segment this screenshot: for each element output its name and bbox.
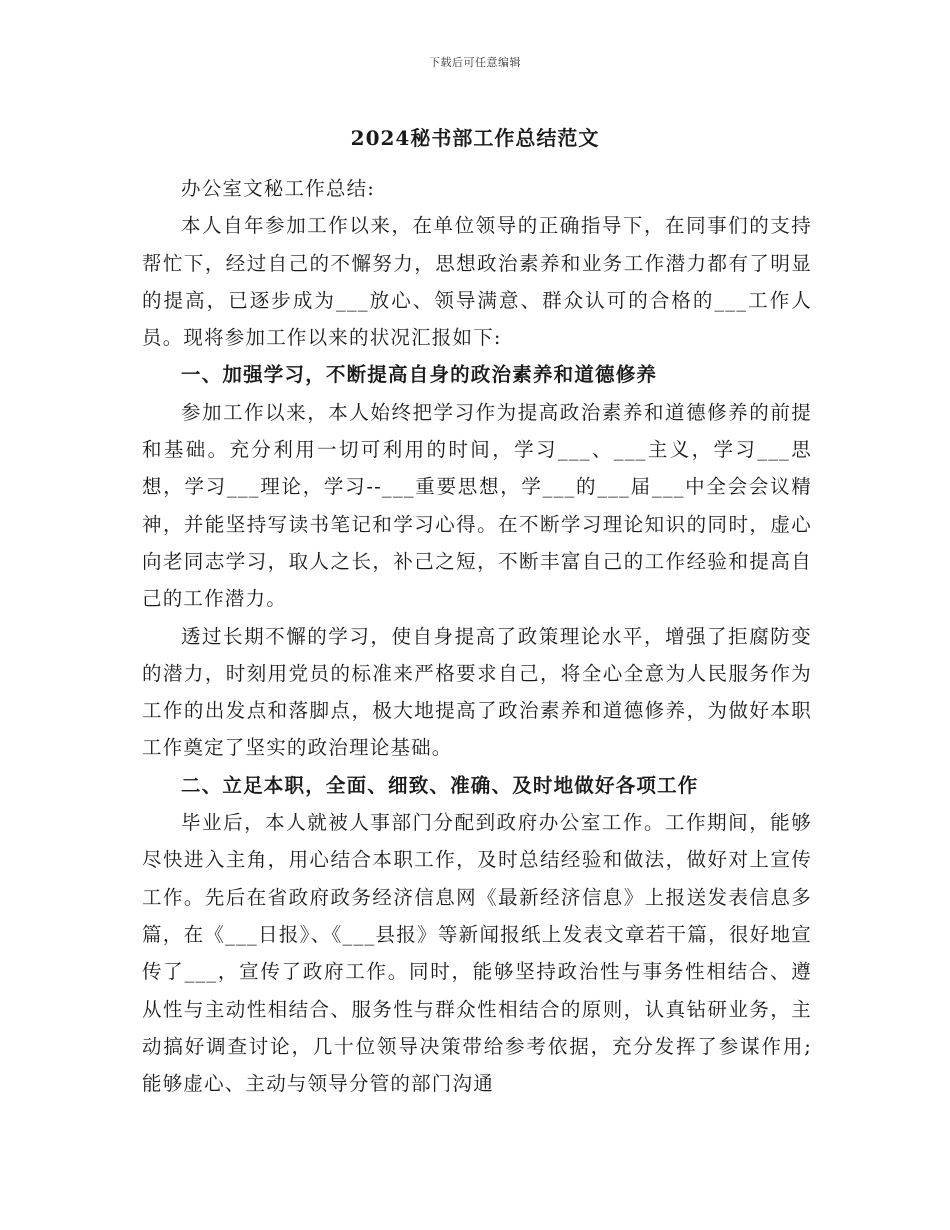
paragraph-study: 参加工作以来，本人始终把学习作为提高政治素养和道德修养的前提和基础。充分利用一切可利用的时间，学习___、___主义，学习___思想，学习___理论，学习--___重要思想，学___的___届___中全会会议精神，并能坚持写读书笔记和学习心得。在不断学习理论知识的同时，虚心向老同志学习，取人之长，补己之短，不断丰富自己的工作经验和提高自己的工作潜力。 bbox=[142, 400, 812, 611]
paragraph-work: 毕业后，本人就被人事部门分配到政府办公室工作。工作期间，能够尽快进入主角，用心结合本职工作，及时总结经验和做法，做好对上宣传工作。先后在省政府政务经济信息网《最新经济信息》上报送发表信息多篇，在《___日报》、《___县报》等新闻报纸上发表文章若干篇，很好地宣传了___，宣传了政府工作。同时，能够坚持政治性与事务性相结合、遵从性与主动性相结合、服务性与群众性相结合的原则，认真钻研业务，主动搞好调查讨论，几十位领导决策带给参考依据，充分发挥了参谋作用;能够虚心、主动与领导分管的部门沟通 bbox=[142, 811, 812, 1096]
document-body bbox=[142, 170, 812, 1102]
section-heading-1: 一、加强学习，不断提高自身的政治素养和道德修养 bbox=[181, 363, 658, 387]
section-heading-2: 二、立足本职，全面、细致、准确、及时地做好各项工作 bbox=[181, 773, 699, 797]
paragraph-greeting: 办公室文秘工作总结: bbox=[181, 177, 376, 200]
header-note: 下载后可任意编辑 bbox=[429, 56, 521, 69]
paragraph-result: 透过长期不懈的学习，使自身提高了政策理论水平，增强了拒腐防变的潜力，时刻用党员的标准来严格要求自己，将全心全意为人民服务作为工作的出发点和落脚点，极大地提高了政治素养和道德修养，为做好本职工作奠定了坚实的政治理论基础。 bbox=[142, 624, 812, 760]
paragraph-intro: 本人自年参加工作以来，在单位领导的正确指导下，在同事们的支持帮忙下，经过自己的不懈努力，思想政治素养和业务工作潜力都有了明显的提高，已逐步成为___放心、领导满意、群众认可的合格的___工作人员。现将参加工作以来的状况汇报如下: bbox=[142, 214, 812, 350]
document-title: 2024秘书部工作总结范文 bbox=[350, 126, 600, 150]
